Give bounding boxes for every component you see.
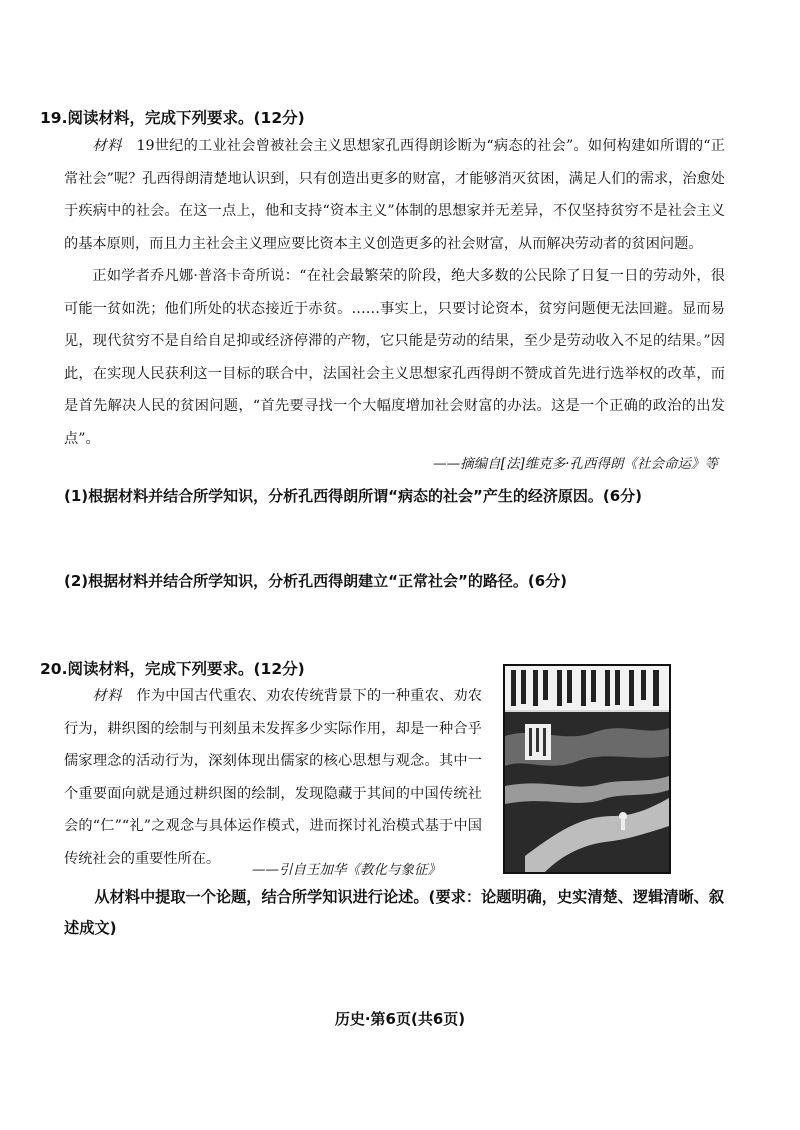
q19-material-para2: 正如学者乔凡娜·普洛卡奇所说：“在社会最繁荣的阶段，绝大多数的公民除了日复一日的劳动外，很可能一贫如洗；他们所处的状态接近于赤贫。……事实上，只要讨论资本，贫穷问题便无法回避。显而易见，现代贫穷不是自给自足抑或经济停滞的产物，它只能是劳动的结果，至少是劳动收入不足的结果。”因此，在实现人民获利这一目标的联合中，法国社会主义思想家孔西得朗不赞成首先进行选举权的改革，而是首先解决人民的贫困问题，“首先要寻找一个大幅度增加社会财富的办法。这是一个正确的政治的出发点”。 bbox=[64, 268, 725, 447]
q19-material-para1: 19世纪的工业社会曾被社会主义思想家孔西得朗诊断为“病态的社会”。如何构建如所谓的“正常社会”呢？孔西得朗清楚地认识到，只有创造出更多的财富，才能够消灭贫困，满足人们的需求，治愈处于疾病中的社会。在这一点上，他和支持“资本主义”体制的思想家并无差异，不仅坚持贫穷不是社会主义的基本原则，而且力主社会主义理应要比资本主义创造更多的社会财富，从而解决劳动者的贫困问题。 bbox=[64, 138, 725, 252]
q19-material-label: 材料 bbox=[92, 138, 123, 154]
q20-task-text: 从材料中提取一个论题，结合所学知识进行论述。(要求：论题明确，史实清楚、逻辑清晰、叙述成文) bbox=[64, 888, 725, 937]
q20-material-label: 材料 bbox=[92, 688, 123, 704]
illustration-drawing bbox=[505, 666, 669, 872]
q20-material bbox=[64, 680, 482, 875]
page-footer: 历史·第6页(共6页) bbox=[334, 1010, 466, 1028]
plowing-weaving-illustration bbox=[503, 664, 671, 874]
q19-title: 19.阅读材料，完成下列要求。(12分) bbox=[40, 109, 305, 127]
q20-task bbox=[64, 882, 728, 944]
q19-subquestion-2: (2)根据材料并结合所学知识，分析孔西得朗建立“正常社会”的路径。(6分) bbox=[64, 572, 568, 590]
q20-title: 20.阅读材料，完成下列要求。(12分) bbox=[40, 660, 305, 678]
q19-source: ——摘编自[法]维克多·孔西得朗《社会命运》等 bbox=[433, 456, 718, 472]
q20-source: ——引自王加华《教化与象征》 bbox=[252, 862, 441, 878]
q19-material bbox=[64, 130, 725, 455]
q20-material-para: 作为中国古代重农、劝农传统背景下的一种重农、劝农行为，耕织图的绘制与刊刻虽未发挥多少实际作用，却是一种合乎儒家理念的活动行为，深刻体现出儒家的核心思想与观念。其中一个重要面向就是通过耕织图的绘制，发现隐藏于其间的中国传统社会的“仁”“礼”之观念与具体运作模式，进而探讨礼治模式基于中国传统社会的重要性所在。 bbox=[64, 688, 482, 867]
q19-subquestion-1: (1)根据材料并结合所学知识，分析孔西得朗所谓“病态的社会”产生的经济原因。(6分) bbox=[64, 487, 643, 505]
